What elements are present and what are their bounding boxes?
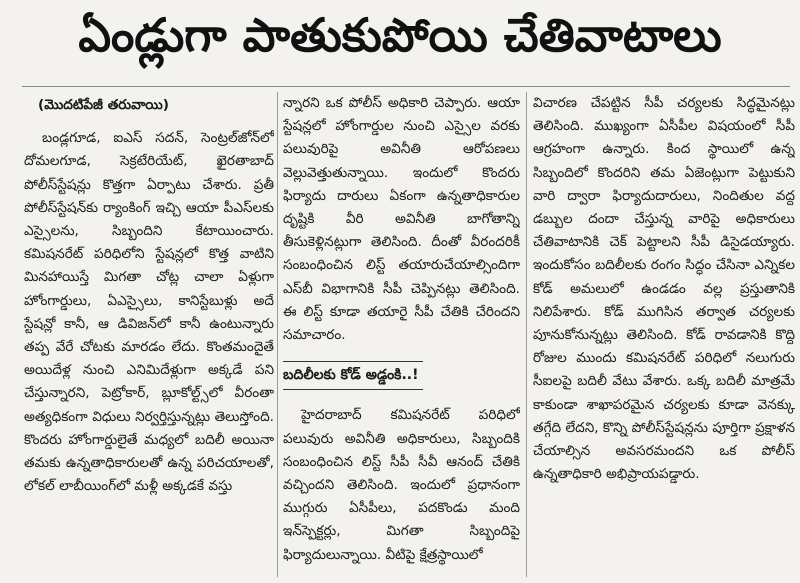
column-3-paragraph: విచారణ చేపట్టిన సీపీ చర్యలకు సిద్ధమైనట్లు తెలిసింది. ముఖ్యంగా ఏసీపీల విషయంలో సీపీ ఆగ్రహంగా ఉన్నారు. కింద స్థాయిలో ఉన్న సిబ్బందిలో కొందరిని తమ ఏజెంట్లుగా పెట్టుకుని వారి ద్వారా ఫిర్యాదుదారులు, నిందితుల వద్ద డబ్బుల దందా చేస్తున్న వారిపై అధికారులు చేతివాటానికి చెక్ పెట్టాలని సీపీ డిసైడయ్యారు. ఇందుకోసం బదిలీలకు రంగం సిద్ధం చేసినా ఎన్నికల కోడ్ అమలులో ఉండడం వల్ల ప్రస్తుతానికి నిలిపేశారు. కోడ్ ముగిసిన తర్వాత చర్యలకు పూనుకోనున్నట్లు తెలిసింది. కోడ్ రావడానికి కొద్ది రోజుల ముందు కమిషనరేట్ పరిధిలో నలుగురు సీఐలపై బదిలీ వేటు వేశారు. ఒక్క బదిలీ మాత్రమే కాకుండా శాఖాపరమైన చర్యలకు కూడా వెనక్కు తగ్గేది లేదని, కొన్ని పోలీస్‌స్టేషన్లను పూర్తిగా ప్రక్షాళన చేయాల్సిన అవసరమందని ఒక పోలీస్ ఉన్నతాధికారి అభిప్రాయపడ్డారు. xyxy=(533,95,795,483)
column-2-paragraph: న్నారని ఒక పోలీస్ అధికారి చెప్పారు. ఆయా స్టేషన్లలో హోంగార్డుల నుంచి ఎస్సైల వరకు పలువురిపై అవినీతి ఆరోపణలు వెల్లువెత్తుతున్నాయి. ఇందులో కొందరు ఫిర్యాదు దారులు ఏకంగా ఉన్నతాధికారుల దృష్టికి వీరి అవినీతి బాగోతాన్ని తీసుకెళ్లినట్లుగా తెలిసింది. దీంతో వీరందరికీ సంబంధించిన లిస్ట్ తయారుచేయాల్సిందిగా ఎస్‌బీ విభాగానికి సీపీ చెప్పినట్లు తెలిసింది. ఈ లిస్ట్ కూడా తయారై సీపీ చేతికి చేరిందని సమాచారం. xyxy=(283,95,520,344)
subhead: బదిలీలకు కోడ్ అడ్డంకి..! xyxy=(283,361,423,390)
headline: ఏండ్లుగా పాతుకుపోయి చేతివాటాలు xyxy=(78,8,722,62)
article-column-3 xyxy=(533,92,795,579)
column-2b-paragraph: హైదరాబాద్ కమిషనరేట్ పరిధిలో పలువురు అవినీతి అధికారులు, సిబ్బందికి సంబంధించిన లిస్ట్ సీపీ సీవీ ఆనంద్ చేతికి వచ్చిందని తెలిసింది. ఇందులో ప్రధానంగా ముగ్గురు ఏసీపీలు, పదకొండు మంది ఇన్‌స్పెక్టర్లు, మిగతా సిబ్బందిపై ఫిర్యాదులున్నాయి. వీటిపై క్షేత్రస్థాయిలో xyxy=(283,407,520,563)
column-divider-2 xyxy=(526,92,527,577)
column-1-paragraph: బండ్లగూడ, ఐఎస్ సదన్, సెంట్రల్‌జోన్‌లో దోమలగూడ, సెక్రటేరియేట్, ఖైరతాబాద్ పోలీస్‌స్టేషన్లు కొత్తగా ఏర్పాటు చేశారు. ప్రతీ పోలీస్‌స్టేషన్‌కు ర్యాంకింగ్ ఇచ్చి ఆయా పీఎస్‌లకు ఎస్సైలను, సిబ్బందిని కేటాయించారు. కమిషనరేట్ పరిధిలోని స్టేషన్లలో కొత్త వాటిని మినహాయిస్తే మిగతా చోట్ల చాలా ఏళ్లుగా హోంగార్డులు, ఏఎస్సైలు, కానిస్టేబుళ్లు అదే స్టేషన్లో కానీ, ఆ డివిజన్‌లో కానీ ఉంటున్నారు తప్ప వేరే చోటకు మారడం లేదు. కొంతమందైతే అయిదేళ్ల నుంచి ఎనిమిదేళ్లుగా అక్కడే పని చేస్తున్నారని, పెట్రోకార్, బ్లూకోల్ట్స్‌లో వీరంతా అత్యధికంగా విధులు నిర్వర్తిస్తున్నట్లు తెలుస్తోంది. కొందరు హోంగార్డులైతే మధ్యలో బదిలీ అయినా తమకు ఉన్నతాధికారులతో ఉన్న పరిచయాలతో, లోకల్ లాబీయింగ్‌లో మళ్లీ అక్కడకే వస్తు xyxy=(24,130,274,495)
continuation-note: (మొదటిపేజీ తరువాయి) xyxy=(38,97,170,113)
headline-rule xyxy=(22,86,790,87)
article-column-1 xyxy=(24,92,274,579)
subhead-wrap xyxy=(283,353,520,398)
column-divider-1 xyxy=(277,92,278,577)
article-column-2 xyxy=(283,92,520,579)
